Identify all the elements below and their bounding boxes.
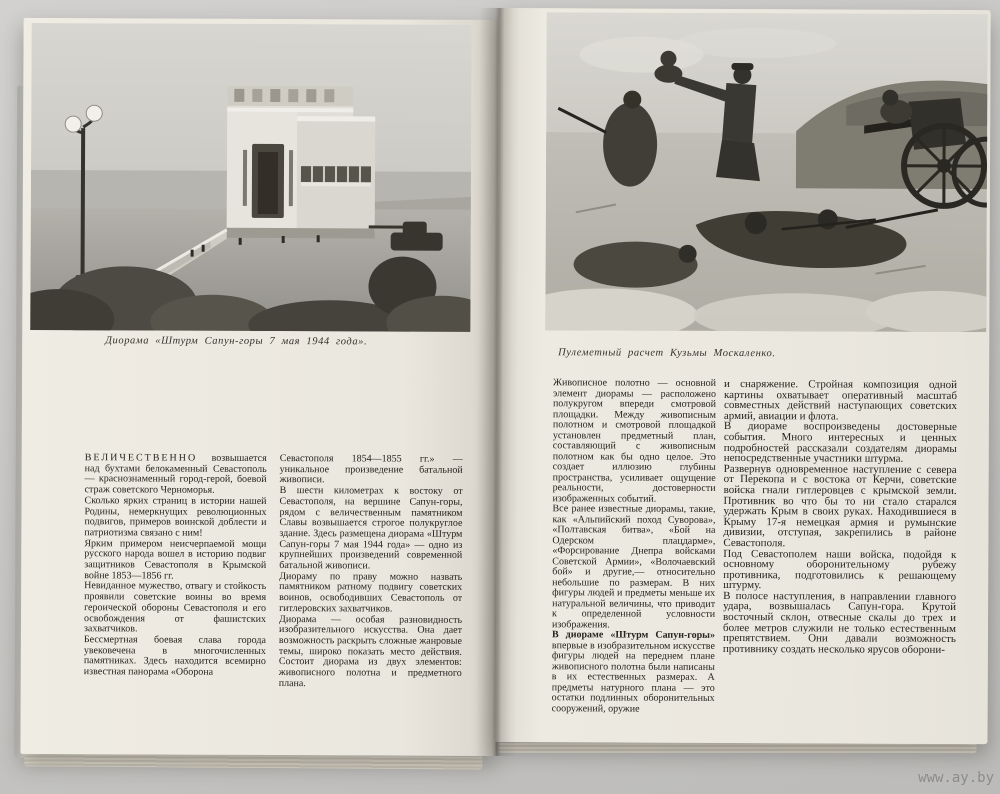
text-column: [279, 454, 463, 690]
watermark: www.ay.by: [918, 770, 994, 786]
left-page-text: [84, 453, 483, 690]
paragraph: В полосе наступления, в направлении главного удара, возвышалась Сапун-гора. Крутой восточный склон, отвесные скалы до трех и более метров служили не только естественным препятствием. Они давали возможность противнику создать несколько ярусов оборони-: [722, 589, 957, 656]
paragraph: Сколько ярких страниц в истории нашей Родины, немеркнущих революционных подвигов, примеров воинской доблести и патриотизма связано с ним!: [84, 495, 267, 539]
machine-gun-crew-painting: [545, 12, 987, 332]
page-stack-edge-left: [24, 753, 482, 769]
paragraph: Невиданное мужество, отвагу и стойкость проявили советские воины во время героической обороны Севастополя и его освобождения от фашистских захватчиков.: [83, 580, 267, 635]
paragraph: Севастополя 1854—1855 гг.» — уникальное произведение батальной живописи.: [279, 453, 463, 486]
paragraph: Живописное полотно — основной элемент диорамы — расположено полукругом впереди смотровой площадки. Между живописным полотном и смотровой площадкой установлен предметный план, составляющий с живописным полотном как бы одно целое. Это создает иллюзию глубины пространства, усиливает ощущение реальности, достоверности изображенных событий.: [552, 377, 717, 505]
right-page-text: [552, 378, 957, 716]
paragraph: В шести километрах к востоку от Севастополя, на вершине Сапун-горы, рядом с величественным памятником Славы возвышается строгое полукруглое здание. Здесь размещена диорама «Штурм Сапун-горы 7 мая 1944 года» — одно из крупнейших произведений современной батальной живописи.: [279, 485, 463, 572]
paragraph: Ярким примером неисчерпаемой мощи русского народа вошел в историю подвиг защитников Севастополя в Крымской войне 1853—1856 гг.: [84, 537, 267, 582]
diorama-building-photo: [30, 23, 471, 332]
text-column: [84, 453, 267, 689]
right-page: [495, 8, 990, 744]
paragraph: ВЕЛИЧЕСТВЕННО возвышается над бухтами белокаменный Севастополь — краснознаменный город-герой, боевой страж советского Черноморья.: [84, 452, 267, 496]
text-column: [552, 378, 716, 715]
paragraph: В диораме воспроизведены достоверные события. Много интересных и ценных подробностей рассказали создателям диорамы непосредственные участники штурма.: [723, 420, 957, 465]
paragraph: Под Севастополем наши войска, подойдя к основному оборонительному рубежу противника, подготовились к решающему штурму.: [723, 547, 957, 592]
paragraph: Развернув одновременное наступление с севера от Перекопа и с востока от Керчи, советские войска гнали гитлеровцев с крымской земли. Противник во что бы то ни стало старался удержать Крым в своих руках. Находившиеся в Крыму 17-я немецкая армия и румынские дивизии, отступая, закрепились в районе Севастополя.: [723, 462, 957, 550]
page-stack-edge-right: [498, 743, 976, 753]
right-photo-caption: Пулеметный расчет Кузьмы Москаленко.: [558, 347, 776, 360]
left-photo-caption: Диорама «Штурм Сапун-горы 7 мая 1944 года».: [105, 335, 368, 348]
text-column: [723, 379, 957, 716]
left-page: [20, 18, 498, 756]
paragraph: Все ранее известные диорамы, такие, как «Альпийский поход Суворова», «Полтавская битва», «Бой на Одерском плацдарме», «Форсирование Днепра войсками Советской Армии», «Волочаевский бой» и другие,— относительно небольшие по размерам. В них фигуры людей и предметы меньше их натуральной величины, что приводит к определенной условности изображения.: [551, 503, 716, 630]
paragraph: В диораме «Штурм Сапун-горы» впервые в изобразительном искусстве фигуры людей на переднем плане живописного полотна были написаны в их естественных размерах. А предметы натурного плана — это остатки подлинных оборонительных сооружений, оружие: [551, 629, 715, 715]
paragraph: Бессмертная боевая слава города увековечена в многочисленных памятниках. Здесь находится всемирно известная панорама «Оборона: [83, 634, 266, 678]
paragraph: и снаряжение. Стройная композиция одной картины охватывает оперативный масштаб совместных действий наступающих советских армий, авиации и флота.: [723, 377, 958, 423]
paragraph: Диораму по праву можно назвать памятником ратному подвигу советских воинов, освободивших Севастополь от гитлеровских захватчиков.: [279, 570, 463, 615]
paragraph: Диорама — особая разновидность изобразительного искусства. Она дает возможность раскрыть сложные жанровые темы, широко показать место действия. Состоит диорама из двух элементов: живописного полотна и предметного плана.: [278, 613, 463, 689]
